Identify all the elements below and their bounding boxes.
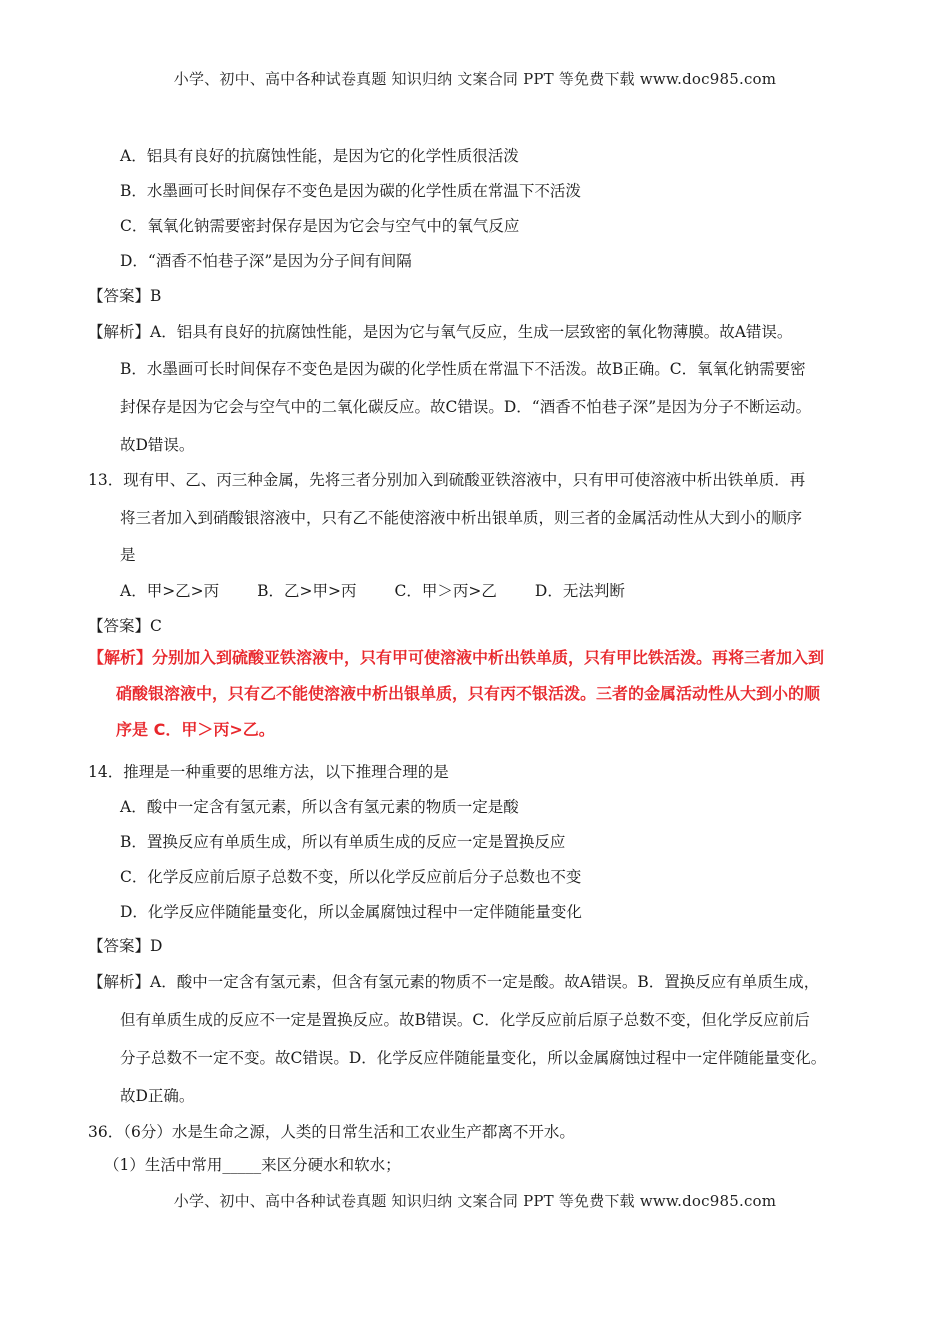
q12-option-c: C．氧氧化钠需要密封保存是因为它会与空气中的氧气反应 bbox=[120, 217, 520, 235]
q13-analysis-line-2: 硝酸银溶液中，只有乙不能使溶液中析出银单质，只有丙不银活泼。三者的金属活动性从大到小的顺 bbox=[116, 684, 821, 703]
q14-option-b: B．置换反应有单质生成，所以有单质生成的反应一定是置换反应 bbox=[120, 833, 566, 851]
q12-analysis-line-4: 故D错误。 bbox=[120, 436, 195, 454]
q14-option-d: D．化学反应伴随能量变化，所以金属腐蚀过程中一定伴随能量变化 bbox=[120, 903, 582, 921]
q13-analysis-line-1: 【解析】分别加入到硫酸亚铁溶液中，只有甲可使溶液中析出铁单质，只有甲比铁活泼。再将三者加入到 bbox=[88, 648, 825, 667]
q13-option-d: D．无法判断 bbox=[534, 582, 625, 600]
q12-analysis-line-1: 【解析】A．铝具有良好的抗腐蚀性能，是因为它与氧气反应，生成一层致密的氧化物薄膜。故A错误。 bbox=[88, 323, 793, 341]
page-footer: 小学、初中、高中各种试卷真题 知识归纳 文案合同 PPT 等免费下载 www.doc985.com bbox=[173, 1192, 777, 1210]
q13-stem-line-3: 是 bbox=[120, 546, 136, 564]
q14-option-c: C．化学反应前后原子总数不变，所以化学反应前后分子总数也不变 bbox=[120, 868, 582, 886]
q12-analysis-line-3: 封保存是因为它会与空气中的二氧化碳反应。故C错误。D．“酒香不怕巷子深”是因为分子不断运动。 bbox=[120, 398, 812, 416]
q14-analysis-line-1: 【解析】A．酸中一定含有氢元素，但含有氢元素的物质不一定是酸。故A错误。B．置换反应有单质生成， bbox=[88, 973, 820, 991]
q14-analysis-line-3: 分子总数不一定不变。故C错误。D．化学反应伴随能量变化，所以金属腐蚀过程中一定伴随能量变化。 bbox=[120, 1049, 827, 1067]
page-header: 小学、初中、高中各种试卷真题 知识归纳 文案合同 PPT 等免费下载 www.doc985.com bbox=[173, 70, 777, 88]
q14-stem: 14．推理是一种重要的思维方法，以下推理合理的是 bbox=[88, 763, 449, 781]
q36-sub-question-1: （1）生活中常用_____来区分硬水和软水； bbox=[104, 1156, 401, 1174]
q12-option-a: A．铝具有良好的抗腐蚀性能，是因为它的化学性质很活泼 bbox=[120, 147, 519, 165]
q14-option-a: A．酸中一定含有氢元素，所以含有氢元素的物质一定是酸 bbox=[120, 798, 519, 816]
q14-analysis-line-4: 故D正确。 bbox=[120, 1087, 195, 1105]
q12-answer: 【答案】B bbox=[88, 287, 162, 305]
q12-analysis-line-2: B．水墨画可长时间保存不变色是因为碳的化学性质在常温下不活泼。故B正确。C．氧氧化钠需要密 bbox=[120, 360, 806, 378]
q13-answer: 【答案】C bbox=[88, 617, 162, 635]
q12-option-b: B．水墨画可长时间保存不变色是因为碳的化学性质在常温下不活泼 bbox=[120, 182, 581, 200]
q13-stem-line-2: 将三者加入到硝酸银溶液中，只有乙不能使溶液中析出银单质，则三者的金属活动性从大到小的顺序 bbox=[120, 509, 803, 527]
q13-options bbox=[120, 581, 625, 601]
q14-analysis-line-2: 但有单质生成的反应不一定是置换反应。故B错误。C．化学反应前后原子总数不变，但化学反应前后 bbox=[120, 1011, 810, 1029]
q13-analysis-line-3: 序是 C．甲＞丙>乙。 bbox=[116, 720, 275, 739]
q13-stem-line-1: 13．现有甲、乙、丙三种金属，先将三者分别加入到硫酸亚铁溶液中，只有甲可使溶液中析出铁单质．再 bbox=[88, 471, 806, 489]
q13-option-c: C．甲＞丙>乙 bbox=[394, 582, 497, 600]
q12-option-d: D．“酒香不怕巷子深”是因为分子间有间隔 bbox=[120, 252, 412, 270]
q14-answer: 【答案】D bbox=[88, 937, 163, 955]
q13-option-b: B．乙>甲>丙 bbox=[257, 582, 357, 600]
q13-option-a: A．甲>乙>丙 bbox=[120, 582, 220, 600]
q36-stem: 36．（6分）水是生命之源，人类的日常生活和工农业生产都离不开水。 bbox=[88, 1123, 575, 1141]
